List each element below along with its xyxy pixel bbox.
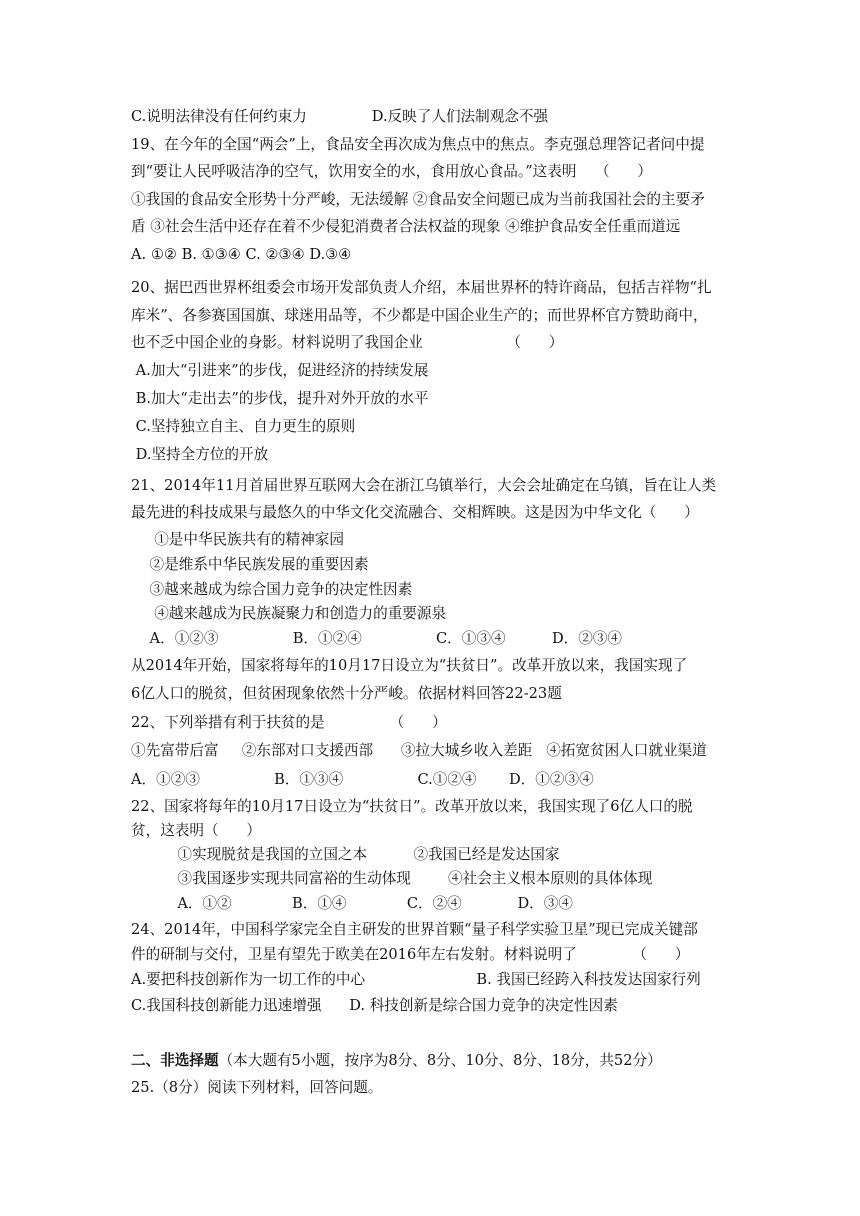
question-21-options: A．①②③ B．①②④ C．①③④ D．②③④ bbox=[131, 630, 623, 647]
question-20-option-b: B.加大“走出去”的步伐，提升对外开放的水平 bbox=[131, 390, 429, 407]
question-25-intro: 25.（8分）阅读下列材料，回答问题。 bbox=[131, 1079, 383, 1096]
question-19-line-1: 19、在今年的全国“两会”上，食品安全再次成为焦点中的焦点。李克强总理答记者问中提 bbox=[131, 136, 705, 153]
question-23-line-1: 22、国家将每年的10月17日设立为“扶贫日”。改革开放以来，我国实现了6亿人口的脱 bbox=[131, 798, 693, 815]
question-22-options: A．①②③ B．①③④ C.①②④ D．①②③④ bbox=[131, 771, 594, 788]
section-scoring: （本大题有5小题，按序为8分、8分、10分、8分、18分，共52分） bbox=[218, 1052, 662, 1069]
question-21-item-4: ④越来越成为民族凝聚力和创造力的重要源泉 bbox=[131, 605, 447, 622]
question-20-line-1: 20、据巴西世界杯组委会市场开发部负责人介绍，本届世界杯的特许商品，包括吉祥物“扎 bbox=[131, 279, 712, 296]
question-21-item-2: ②是维系中华民族发展的重要因素 bbox=[131, 556, 369, 573]
question-24-options-ab: A.要把科技创新作为一切工作的中心 B. 我国已经跨入科技发达国家行列 bbox=[131, 971, 701, 988]
question-24-options-cd: C.我国科技创新能力迅速增强 D. 科技创新是综合国力竞争的决定性因素 bbox=[131, 997, 618, 1014]
question-23-items-2: ③我国逐步实现共同富裕的生动体现 ④社会主义根本原则的具体体现 bbox=[131, 870, 653, 887]
question-23-items-1: ①实现脱贫是我国的立国之本 ②我国已经是发达国家 bbox=[131, 846, 560, 863]
question-21-item-3: ③越来越成为综合国力竞争的决定性因素 bbox=[131, 581, 413, 598]
question-21-line-2: 最先进的科技成果与最悠久的中华文化交流融合、交相辉映。这是因为中华文化（ ） bbox=[131, 504, 699, 521]
material-line-1: 从2014年开始，国家将每年的10月17日设立为“扶贫日”。改革开放以来，我国实现了 bbox=[131, 657, 688, 674]
question-20-option-c: C.坚持独立自主、自力更生的原则 bbox=[131, 418, 356, 435]
question-23-options: A．①② B．①④ C．②④ D．③④ bbox=[131, 895, 573, 912]
question-20-option-d: D.坚持全方位的开放 bbox=[131, 446, 269, 463]
question-24-line-1: 24、2014年，中国科学家完全自主研发的世界首颗“量子科学实验卫星”现已完成关键部 bbox=[131, 921, 698, 938]
question-20-line-3: 也不乏中国企业的身影。材料说明了我国企业 （ ） bbox=[131, 334, 564, 351]
section-label: 二、非选择题 bbox=[131, 1052, 219, 1069]
question-23-line-2: 贫，这表明（ ） bbox=[131, 822, 261, 839]
question-19-line-3: ①我国的食品安全形势十分严峻，无法缓解 ②食品安全问题已成为当前我国社会的主要矛 bbox=[131, 191, 705, 208]
question-19-line-2: 到“要让人民呼吸洁净的空气，饮用安全的水，食用放心食品。”这表明 （ ） bbox=[131, 163, 653, 180]
question-21-item-1: ①是中华民族共有的精神家园 bbox=[131, 531, 344, 548]
section-heading bbox=[131, 1051, 662, 1071]
material-line-2: 6亿人口的脱贫，但贫困现象依然十分严峻。依据材料回答22-23题 bbox=[131, 685, 562, 702]
question-20-line-2: 库米”、各参赛国国旗、球迷用品等，不少都是中国企业生产的；而世界杯官方赞助商中， bbox=[131, 307, 708, 324]
question-22-line-1: 22、下列举措有利于扶贫的是 （ ） bbox=[131, 714, 447, 731]
question-22-items: ①先富带后富 ②东部对口支援西部 ③拉大城乡收入差距 ④拓宽贫困人口就业渠道 bbox=[131, 742, 707, 759]
question-20-option-a: A.加大“引进来”的步伐，促进经济的持续发展 bbox=[131, 362, 429, 379]
question-19-options: A. ①② B. ①③④ C. ②③④ D.③④ bbox=[131, 246, 352, 263]
question-24-line-2: 件的研制与交付，卫星有望先于欧美在2016年左右发射。材料说明了 （ ） bbox=[131, 946, 690, 963]
question-19-line-4: 盾 ③社会生活中还存在着不少侵犯消费者合法权益的现象 ④维护食品安全任重而道远 bbox=[131, 218, 681, 235]
question-21-line-1: 21、2014年11月首届世界互联网大会在浙江乌镇举行，大会会址确定在乌镇，旨在让人类 bbox=[131, 477, 717, 494]
option-line-18cd: C.说明法律没有任何约束力 D.反映了人们法制观念不强 bbox=[131, 108, 549, 125]
